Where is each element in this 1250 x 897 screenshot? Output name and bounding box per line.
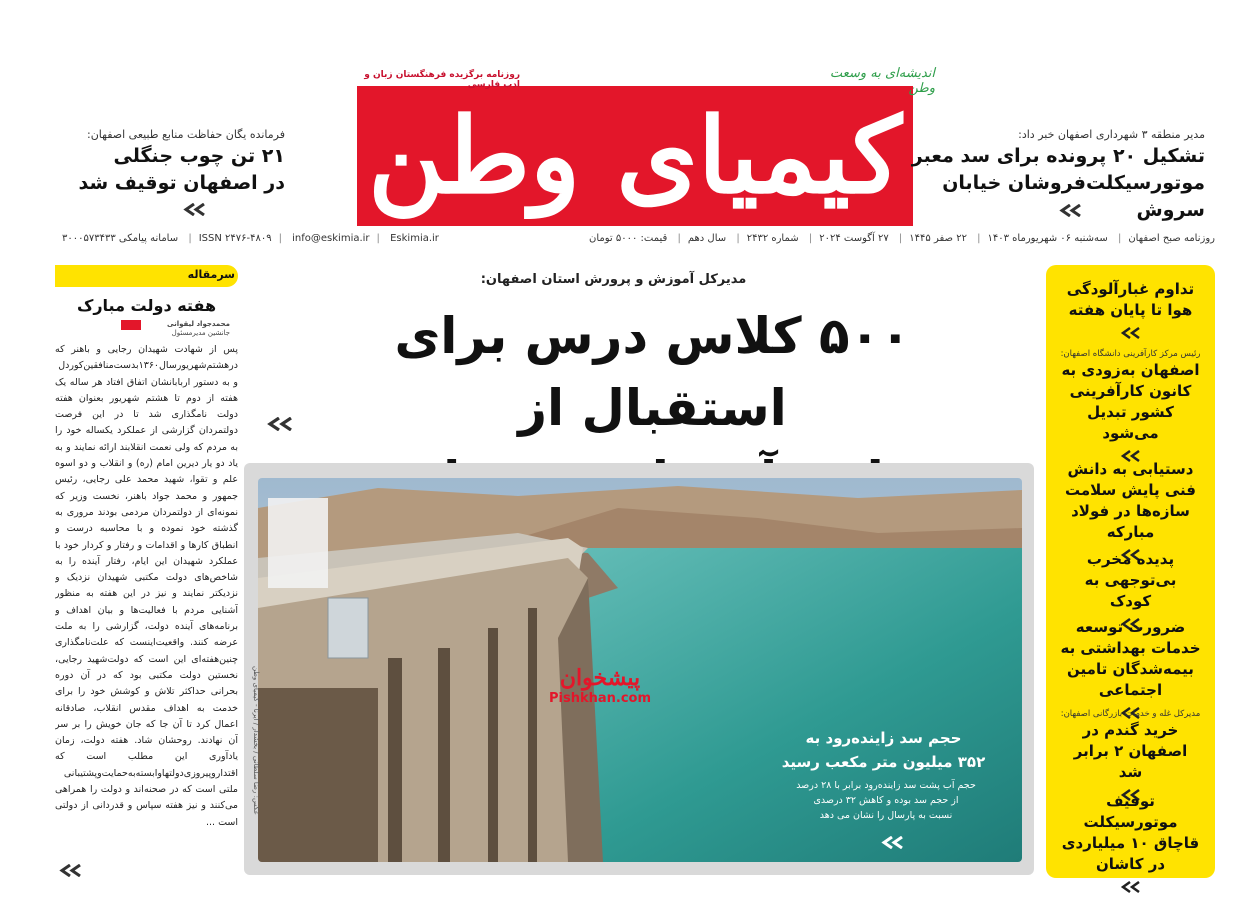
watermark-en: Pishkhan.com	[548, 691, 652, 706]
pishkhan-watermark	[540, 665, 660, 706]
info-bar	[55, 233, 1215, 249]
top-right-headline-1: تشکیل ۲۰ پرونده برای سد معبر	[911, 145, 1205, 167]
masthead-title[interactable]: کیمیای وطن	[368, 94, 902, 217]
editorial-section-label: سرمقاله	[187, 268, 235, 281]
info-year: سال دهم	[687, 233, 727, 244]
top-right-story[interactable]	[905, 128, 1205, 224]
masthead-tagline: روزنامه برگزیده فرهنگستان زبان و ادب فارسی	[364, 70, 520, 90]
photo-story-body	[770, 778, 1002, 823]
chevron-left-icon	[1046, 324, 1215, 343]
sidebar-story-headline: تداوم غبارآلودگی هوا تا پایان هفته	[1066, 280, 1195, 319]
top-right-headline-2: موتورسیکلت‌فروشان خیابان سروش	[942, 172, 1205, 221]
editorial-author-role: جانشین مدیرمسئول	[171, 329, 230, 337]
editorial-more-icon[interactable]	[58, 862, 84, 881]
editorial-body	[55, 342, 238, 867]
chevron-left-icon	[1046, 878, 1215, 897]
photo-story-headline-2: ۳۵۲ میلیون متر مکعب رسید	[781, 753, 986, 771]
sidebar-story-5[interactable]	[1046, 617, 1215, 723]
info-bar-right: روزنامه صبح اصفهان| سه‌شنبه ۰۶ شهریورماه ۱۴۰۳| ۲۲ صفر ۱۴۴۵| ۲۷ آگوست ۲۰۲۴| شماره ۲۴۳۲| سال دهم| قیمت: ۵۰۰۰ تومان	[589, 233, 1215, 244]
info-issue-number: شماره ۲۴۳۲	[746, 233, 799, 244]
photo-story-body-2: از حجم سد بوده و کاهش ۳۲ درصدی	[813, 795, 959, 806]
info-price: قیمت: ۵۰۰۰ تومان	[589, 233, 668, 244]
top-left-story[interactable]	[60, 128, 285, 197]
lead-more-icon[interactable]	[266, 416, 296, 435]
sidebar-story-headline: خرید گندم در اصفهان ۲ برابر شد	[1073, 721, 1188, 781]
editorial-body-text: پس از شهادت شهیدان رجایی و باهنر که درهشتم‌شهریورسال۱۳۶۰بدست‌منافقین‌کوردل و به دستور اربابانشان اتفاق افتاد هر ساله یک هفته از دوم تا هشتم شهریور بعنوان هفته دولت نامگذاری شد تا در این فرصت دولتمردان گزارشی از عملکرد یکساله خود را به مردم که ولی نعمت انقلابند ارائه نمایند و به یاد دو یار دیرین امام (ره) و انقلاب و دو اسوه علم و تقوا، شهید محمد علی رجایی، رئیس جمهور و محمد جواد باهنر، نخست وزیر که نمونه‌ای از دولتمردان مردمی بودند مروری به گذشته خود نموده و با محاسبه درست و انطباق کارها و اقدامات و رفتار و کردار خود با عملکرد شهیدان این ایام، رفتار آینده را به شاخص‌های دولت مکتبی شهیدان نزدیک و نزدیکتر نمایند و نیز در این هفته به منظور آشنایی مردم با فعالیت‌ها و بیان اهداف و برنامه‌های آینده دولت، گزارشی را به ملت عرضه کنند. واقعیت‌اینست که علت‌نامگذاری چنین‌هفته‌ای این است که دولت‌شهید رجایی، نخستین دولت مکتبی بود که در آن دوره بحرانی حداکثر تلاش و کوشش خود را برای خدمت به اهداف مقدس انقلاب، صادقانه اعمال کرد تا آن جا که جان خویش را بر سر آن نهادند. روحشان شاد. هفته دولت، زمان یادآوری این مطلب است که اقتدارو‌پیروزی‌دولتها‌وابسته‌به‌حمایت‌وپشتیبانی ملتی است که در صحنه‌اند و دولت را همراهی می‌کنند و نیز هفته سپاس و قدردانی از دولتی است ...	[55, 344, 238, 828]
sidebar-story-headline: توقیف موتورسیکلت قاچاق ۱۰ میلیاردی در کاشان	[1061, 792, 1200, 873]
author-logo-icon	[121, 320, 141, 330]
photo-story-more-icon[interactable]	[880, 834, 906, 853]
top-right-more-icon[interactable]	[1058, 202, 1084, 221]
watermark-fa: پیشخوان	[559, 665, 641, 691]
top-left-more-icon[interactable]	[182, 201, 208, 220]
info-issn: ISSN ۲۴۷۶-۴۸۰۹	[198, 233, 272, 244]
info-website[interactable]: Eskimia.ir	[390, 233, 439, 244]
photo-story-headline[interactable]	[765, 726, 1002, 774]
sidebar-story-kicker: رئیس مرکز کارآفرینی دانشگاه اصفهان:	[1060, 349, 1201, 359]
lead-headline-line-1: ۵۰۰ کلاس درس برای استقبال از	[394, 307, 911, 437]
info-date-gregorian: ۲۷ آگوست ۲۰۲۴	[819, 233, 889, 244]
info-date-lunar: ۲۲ صفر ۱۴۴۵	[909, 233, 967, 244]
editorial-title[interactable]: هفته دولت مبارک	[76, 296, 217, 315]
info-paper-name: روزنامه صبح اصفهان	[1128, 233, 1215, 244]
top-right-kicker: مدیر منطقه ۳ شهرداری اصفهان خبر داد:	[1018, 128, 1205, 141]
sidebar-story-headline: اصفهان به‌زودی به کانون کارآفرینی کشور تبدیل می‌شود	[1061, 361, 1200, 442]
top-left-kicker: فرمانده یگان حفاظت منابع طبیعی اصفهان:	[86, 128, 285, 141]
sidebar-story-headline: دستیابی به دانش فنی پایش سلامت سازه‌ها در فولاد مبارکه	[1065, 460, 1196, 541]
editorial-author	[140, 320, 230, 338]
sidebar-story-headline: ضرورت توسعه خدمات بهداشتی به بیمه‌شدگان تامین اجتماعی	[1060, 618, 1201, 699]
sidebar-story-headline: پدیده مخرب بی‌توجهی به کودک	[1084, 550, 1177, 610]
sidebar-story-kicker: مدیرکل غله و خدمات بازرگانی اصفهان:	[1060, 709, 1201, 719]
photo-credit: عکس: رضا سلطانی /‌ بخشدار / ایرنا - کیمیای وطن	[252, 665, 260, 815]
top-left-headline-2: در اصفهان توقیف شد	[78, 172, 285, 194]
info-sms: سامانه پیامکی ۳۰۰۰۵۷۳۴۳۳	[62, 233, 179, 244]
top-left-headline-1: ۲۱ تن چوب جنگلی	[113, 145, 285, 167]
lead-kicker: مدیرکل آموزش و پرورش استان اصفهان:	[480, 272, 747, 287]
sidebar-story-2[interactable]	[1046, 349, 1215, 466]
editorial-author-name: محمدجواد لیقوانی	[167, 320, 230, 328]
sidebar-story-7[interactable]	[1046, 791, 1215, 897]
photo-story-headline-1: حجم سد زاینده‌رود به	[805, 729, 962, 747]
info-date-solar: سه‌شنبه ۰۶ شهریورماه ۱۴۰۳	[987, 233, 1108, 244]
photo-story-body-1: حجم آب پشت سد زاینده‌رود برابر با ۲۸ درصد	[796, 780, 976, 791]
masthead-motto: اندیشه‌ای به وسعت وطن	[829, 66, 935, 96]
sidebar-story-1[interactable]	[1046, 279, 1215, 343]
sidebar-column	[1046, 265, 1215, 878]
info-email[interactable]: info@eskimia.ir	[292, 233, 370, 244]
info-bar-left: ISSN ۲۴۷۶-۴۸۰۹ | info@eskimia.ir | Eskimia.ir| سامانه پیامکی ۳۰۰۰۵۷۳۴۳۳	[62, 233, 439, 244]
photo-story-body-3: نسبت به پارسال را نشان می دهد	[819, 810, 953, 821]
